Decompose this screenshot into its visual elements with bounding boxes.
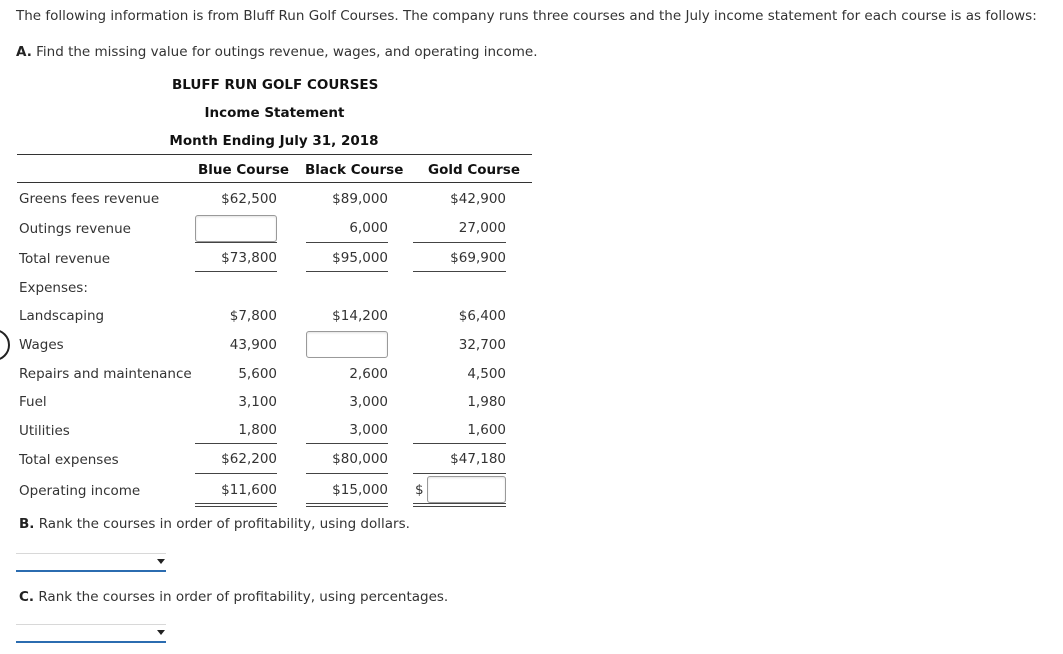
fuel-blue: 3,100 [238, 394, 277, 410]
part-b-letter: B. [19, 516, 35, 532]
outings-revenue-blue-input[interactable] [195, 215, 277, 242]
utilities-gold: 1,600 [467, 422, 506, 438]
utilities-underline-blue [195, 443, 277, 444]
total-expenses-gold: $47,180 [450, 451, 506, 467]
intro-text: The following information is from Bluff Run Golf Courses. The company runs three courses and the July income statement for each course is as follows: [16, 8, 1037, 24]
operating-income-blue: $11,600 [221, 482, 277, 498]
part-b-text: Rank the courses in order of profitability, using dollars. [38, 516, 410, 532]
part-a-letter: A. [16, 44, 32, 60]
utilities-underline-black [306, 443, 388, 444]
row-label-expenses: Expenses: [19, 280, 88, 296]
utilities-underline-gold [413, 443, 506, 444]
wages-blue: 43,900 [229, 337, 277, 353]
total-expenses-underline-gold [413, 473, 506, 474]
landscaping-blue: $7,800 [229, 308, 277, 324]
chevron-down-icon [157, 559, 165, 564]
operating-income-double-rule-blue [195, 503, 277, 507]
outings-underline-blue [195, 242, 277, 243]
outings-black: 6,000 [349, 220, 388, 236]
outings-underline-black [306, 242, 388, 243]
part-c-question [19, 589, 448, 605]
row-label-fuel: Fuel [19, 394, 47, 410]
header-rule [17, 154, 532, 155]
operating-income-gold-input[interactable] [427, 476, 506, 503]
utilities-black: 3,000 [349, 422, 388, 438]
operating-income-black: $15,000 [332, 482, 388, 498]
column-header-rule [17, 182, 532, 183]
utilities-blue: 1,800 [238, 422, 277, 438]
company-name: BLUFF RUN GOLF COURSES [172, 77, 379, 93]
row-label-outings: Outings revenue [19, 221, 131, 237]
row-label-greens-fees: Greens fees revenue [19, 191, 160, 207]
total-expenses-black: $80,000 [332, 451, 388, 467]
column-header-black: Black Course [305, 162, 404, 178]
greens-fees-gold: $42,900 [450, 191, 506, 207]
fuel-black: 3,000 [349, 394, 388, 410]
greens-fees-black: $89,000 [332, 191, 388, 207]
operating-income-double-rule-gold [413, 503, 506, 507]
statement-title: Income Statement [204, 105, 345, 121]
row-label-total-revenue: Total revenue [19, 251, 111, 267]
row-label-repairs: Repairs and maintenance [19, 366, 192, 382]
column-header-blue: Blue Course [198, 162, 290, 178]
total-revenue-underline-gold [413, 271, 506, 272]
row-label-operating-income: Operating income [19, 483, 141, 499]
part-b-question [19, 516, 410, 532]
row-label-wages: Wages [19, 337, 64, 353]
total-expenses-underline-black [306, 473, 388, 474]
part-a-text: Find the missing value for outings revenue, wages, and operating income. [36, 44, 538, 60]
side-arc-mark [0, 329, 10, 361]
greens-fees-blue: $62,500 [221, 191, 277, 207]
part-a-question [16, 44, 538, 60]
column-header-gold: Gold Course [428, 162, 520, 178]
total-revenue-gold: $69,900 [450, 250, 506, 266]
rank-percentages-select[interactable] [16, 624, 166, 643]
rank-dollars-select[interactable] [16, 553, 166, 572]
total-revenue-blue: $73,800 [221, 250, 277, 266]
total-expenses-blue: $62,200 [221, 451, 277, 467]
repairs-blue: 5,600 [238, 366, 277, 382]
total-revenue-black: $95,000 [332, 250, 388, 266]
statement-period: Month Ending July 31, 2018 [169, 133, 379, 149]
fuel-gold: 1,980 [467, 394, 506, 410]
part-c-text: Rank the courses in order of profitability, using percentages. [38, 589, 449, 605]
repairs-black: 2,600 [349, 366, 388, 382]
total-expenses-underline-blue [195, 473, 277, 474]
total-revenue-underline-black [306, 271, 388, 272]
repairs-gold: 4,500 [467, 366, 506, 382]
wages-gold: 32,700 [458, 337, 506, 353]
row-label-landscaping: Landscaping [19, 308, 105, 324]
operating-income-double-rule-black [306, 503, 388, 507]
operating-income-gold-dollar: $ [415, 482, 424, 498]
part-c-letter: C. [19, 589, 35, 605]
row-label-total-expenses: Total expenses [19, 452, 119, 468]
outings-underline-gold [413, 242, 506, 243]
wages-black-input[interactable] [306, 331, 388, 358]
total-revenue-underline-blue [195, 271, 277, 272]
row-label-utilities: Utilities [19, 423, 70, 439]
landscaping-black: $14,200 [332, 308, 388, 324]
outings-gold: 27,000 [458, 220, 506, 236]
landscaping-gold: $6,400 [458, 308, 506, 324]
chevron-down-icon [157, 630, 165, 635]
